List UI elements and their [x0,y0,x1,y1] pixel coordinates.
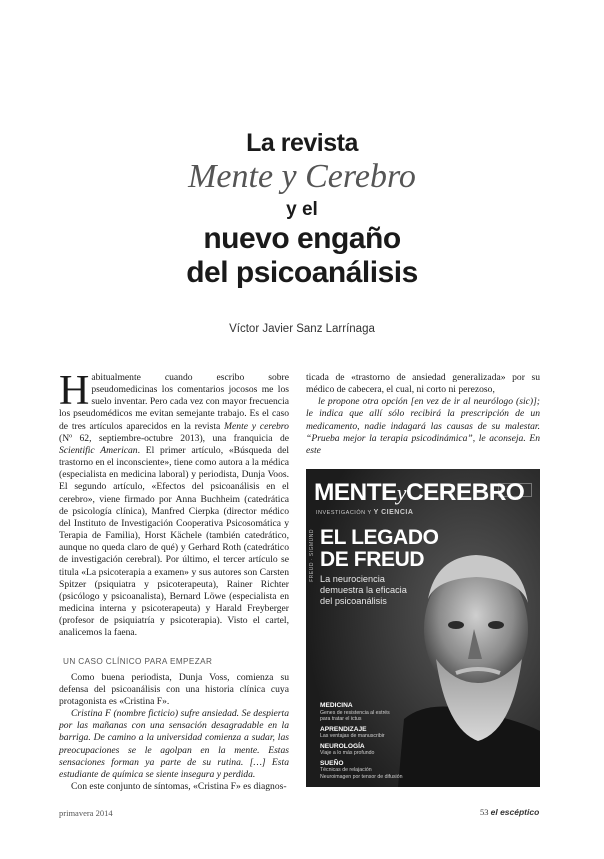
left-text-column [59,368,289,793]
quote-paragraph: le propone otra opción [en vez de ir al neurólogo (sic)]; le indica que allí sólo recibirá la prescripción de un medicamento, nadie indagará las causas de su malestar. “Prueba mejor la terapia psicodinámica”, le aconseja. En este [306,396,540,456]
author-byline: Víctor Javier Sanz Larrínaga [229,323,375,335]
magazine-cover-image [306,469,540,787]
right-text-column [306,372,540,457]
cover-contents-list [320,702,430,783]
intro-paragraph: Habitualmente cuando escribo sobre pseudomedicinas los comentarios jocosos me los suelo inventar. Pero cada vez con mayor frecuencia los pseudomédicos me evitan semejante trabajo. Es el caso de tres artículos aparecidos en la revista Mente y cerebro (Nº 62, septiembre-octubre 2013), una franquicia de Scientific American. El primer artículo, «Búsqueda del trastorno en el inconsciente», tiene como autora a la médica (especialista en medicina laboral) y periodista, Dunja Voos. El segundo artículo, «Efectos del psicoanálisis en el cerebro», viene firmado por Anna Buchheim (catedrática de psicología clínica), Manfred Cierpka (director médico del Instituto de Investigación Cooperativa Psicosomática y Terapia de Familia), Horst Kächele (también catedrático, aunque no queda claro de qué) y Gerhard Roth (catedrático de investigación cerebral). Por último, el tercer artículo se titula «La psicoterapia a examen» y sus autores son Carsten Spitzer (psiquiatra y psicoterapeuta), Rainer Richter (psicólogo y psicoanalista), Bernard Löwe (especialista en medicina interna y psicoterapeuta) y Harald Freyberger (profesor de psiquiatría y psicoterapia). Visto el cartel, analicemos la faena. [59,368,289,639]
quote-paragraph: Cristina F (nombre ficticio) sufre ansiedad. Se despierta por las mañanas con una sensación desagradable en la barriga. De camino a la universidad comienza a sudar, las preocupaciones se le agolpan en la mente. Estas sensaciones forman ya parte de su rutina. […] Esta estudiante de química se siente insegura y perdida. [59,708,289,780]
title-magazine-name: Mente y Cerebro [188,158,416,195]
cover-masthead: MENTEyCEREBRO [314,479,525,506]
cover-item: NEUROLOGÍA Viaje a lo más profundo [320,742,375,756]
title-line-1: La revista [246,129,358,157]
body-paragraph: ticada de «trastorno de ansiedad generalizada» por su médico de cabecera, el cual, ni corto ni perezoso, [306,372,540,396]
cover-deck: La neurociencia demuestra la eficacia del psicoanálisis [320,574,407,606]
page-number: 53 [480,807,489,817]
cover-headline: EL LEGADO DE FREUD [320,526,439,571]
footer-magazine-name: el escéptico [490,807,540,817]
cover-item: APRENDIZAJE Las ventajas de manuscribir [320,725,385,739]
footer-page-info [480,807,539,817]
article-title [0,128,604,290]
body-paragraph: Como buena periodista, Dunja Voss, comienza su defensa del psicoanálisis con una historia clínica cuya protagonista es «Cristina F». [59,671,289,707]
title-line-5: del psicoanálisis [186,256,418,289]
title-line-4: nuevo engaño [203,222,401,255]
footer-issue-date: primavera 2014 [59,808,113,818]
section-heading: UN CASO CLÍNICO PARA EMPEZAR [63,657,213,667]
title-line-3: y el [286,199,318,220]
cover-item: SUEÑO Técnicas de relajación Neuroimagen por tensor de difusión [320,759,403,780]
cover-spine-text: FREUD · SIGMUND [309,529,315,582]
cover-subtitle: INVESTIGACIÓN Y Y CIENCIA [316,509,414,516]
cover-item: MEDICINA Genes de resistencia al estrés para tratar el ictus [320,702,390,722]
drop-cap: H [59,368,90,414]
body-paragraph: Con este conjunto de síntomas, «Cristina F» es diagnos- [71,781,287,792]
